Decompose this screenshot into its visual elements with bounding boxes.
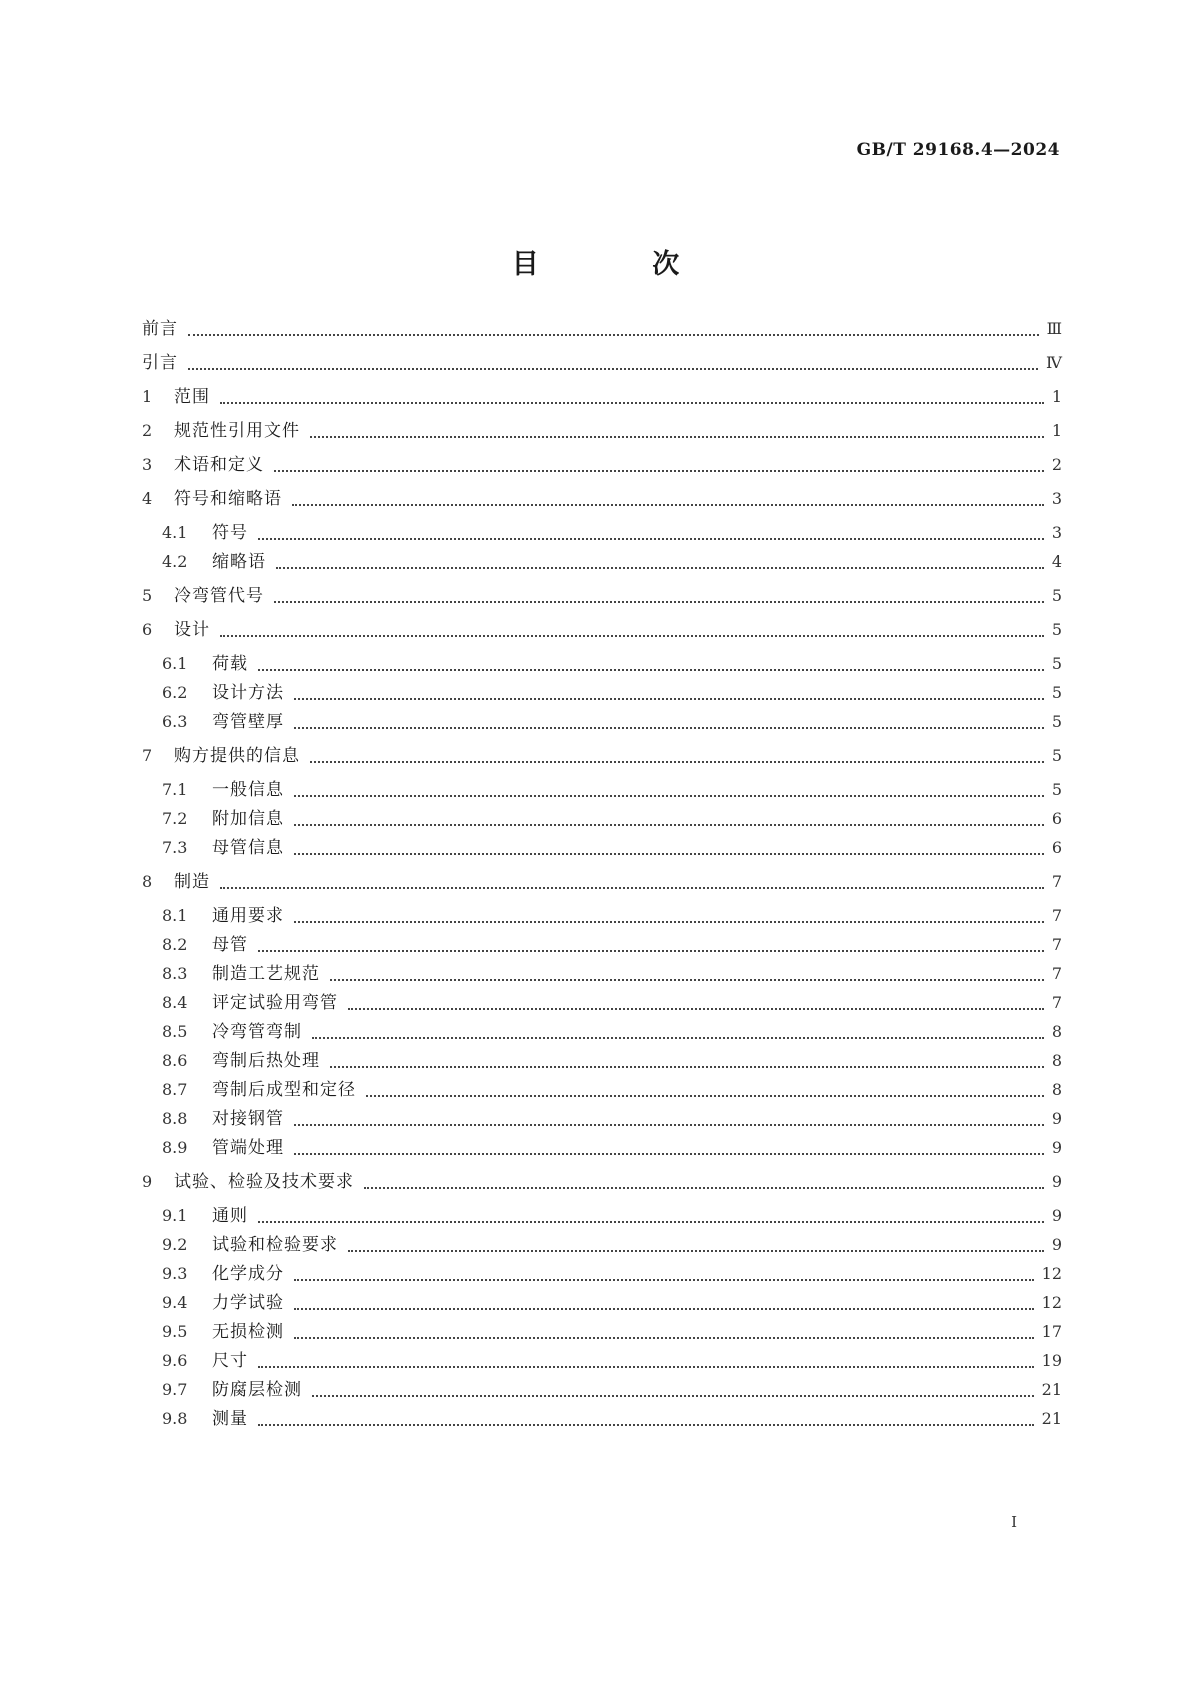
toc-entry-title: 附加信息 xyxy=(212,809,284,829)
toc-entry xyxy=(0,518,1191,548)
toc-dot-leader xyxy=(366,1095,1044,1097)
toc-entry-page: 5 xyxy=(1051,586,1062,605)
toc-dot-leader xyxy=(294,824,1044,826)
toc-entry xyxy=(0,649,1191,679)
toc-dot-leader xyxy=(294,1124,1044,1126)
toc-entry-page: 7 xyxy=(1051,935,1062,954)
toc-entry xyxy=(0,450,1191,480)
toc-entry-page: 9 xyxy=(1051,1206,1062,1225)
toc-entry-title: 母管 xyxy=(212,935,248,955)
toc-dot-leader xyxy=(294,727,1044,729)
toc-entry-page: 3 xyxy=(1051,489,1062,508)
toc-entry-number: 4.2 xyxy=(162,552,188,571)
toc-entry xyxy=(0,775,1191,805)
toc-dot-leader xyxy=(220,402,1044,404)
toc-entry xyxy=(0,1259,1191,1289)
toc-entry-number: 5 xyxy=(142,586,153,605)
toc-entry-page: 12 xyxy=(1041,1264,1062,1283)
toc-entry-page: 21 xyxy=(1041,1380,1062,1399)
toc-entry-number: 3 xyxy=(142,455,153,474)
toc-dot-leader xyxy=(294,1153,1044,1155)
toc-entry xyxy=(0,1317,1191,1347)
toc-entry-title: 弯制后成型和定径 xyxy=(212,1080,356,1100)
toc-entry-number: 8 xyxy=(142,872,153,891)
toc-entry-title: 制造工艺规范 xyxy=(212,964,320,984)
toc-entry-title: 术语和定义 xyxy=(174,455,264,475)
toc-entry-title: 无损检测 xyxy=(212,1322,284,1342)
toc-entry xyxy=(0,988,1191,1018)
toc-dot-leader xyxy=(364,1187,1044,1189)
toc-entry xyxy=(0,867,1191,897)
page-number: Ⅰ xyxy=(1011,1513,1017,1531)
toc-entry-title: 冷弯管代号 xyxy=(174,586,264,606)
toc-entry-title: 弯管壁厚 xyxy=(212,712,284,732)
toc-dot-leader xyxy=(330,1066,1044,1068)
toc-entry xyxy=(0,901,1191,931)
toc-entry-number: 6.1 xyxy=(162,654,188,673)
toc-entry-number: 9 xyxy=(142,1172,153,1191)
toc-entry-number: 9.3 xyxy=(162,1264,188,1283)
toc-dot-leader xyxy=(294,853,1044,855)
toc-entry-page: 9 xyxy=(1051,1172,1062,1191)
toc-entry xyxy=(0,1075,1191,1105)
toc-entry-number: 4 xyxy=(142,489,153,508)
toc-entry-number: 1 xyxy=(142,387,153,406)
toc-dot-leader xyxy=(274,470,1044,472)
toc-entry-number: 7.3 xyxy=(162,838,188,857)
toc-entry-page: 4 xyxy=(1051,552,1062,571)
toc-entry-page: 9 xyxy=(1051,1138,1062,1157)
toc-dot-leader xyxy=(188,334,1039,336)
toc-entry-number: 9.6 xyxy=(162,1351,188,1370)
toc-dot-leader xyxy=(348,1250,1044,1252)
toc-entry-number: 6.2 xyxy=(162,683,188,702)
toc-entry-title: 引言 xyxy=(142,353,178,373)
toc-dot-leader xyxy=(220,635,1044,637)
toc-entry-title: 设计方法 xyxy=(212,683,284,703)
toc-entry xyxy=(0,484,1191,514)
toc-entry-page: 1 xyxy=(1051,421,1062,440)
toc-dot-leader xyxy=(310,436,1044,438)
toc-entry-title: 范围 xyxy=(174,387,210,407)
toc-entry-page: 6 xyxy=(1051,838,1062,857)
toc-dot-leader xyxy=(294,921,1044,923)
toc-entry-title: 母管信息 xyxy=(212,838,284,858)
toc-entry xyxy=(0,1104,1191,1134)
toc-dot-leader xyxy=(312,1037,1044,1039)
toc-entry-page: 7 xyxy=(1051,964,1062,983)
toc-entry-number: 9.1 xyxy=(162,1206,188,1225)
toc-entry-number: 9.8 xyxy=(162,1409,188,1428)
toc-dot-leader xyxy=(258,538,1044,540)
toc-entry xyxy=(0,615,1191,645)
toc-entry-number: 7.1 xyxy=(162,780,188,799)
toc-entry-page: Ⅲ xyxy=(1046,319,1062,338)
toc-entry xyxy=(0,1230,1191,1260)
toc-entry-number: 8.3 xyxy=(162,964,188,983)
toc-entry-page: 6 xyxy=(1051,809,1062,828)
toc-entry-title: 规范性引用文件 xyxy=(174,421,300,441)
toc-entry xyxy=(0,804,1191,834)
toc-entry-page: 1 xyxy=(1051,387,1062,406)
toc-entry-page: 5 xyxy=(1051,712,1062,731)
toc-entry-number: 8.5 xyxy=(162,1022,188,1041)
toc-entry-number: 2 xyxy=(142,421,153,440)
toc-dot-leader xyxy=(220,887,1044,889)
toc-entry-page: 17 xyxy=(1041,1322,1062,1341)
toc-entry-page: Ⅳ xyxy=(1046,353,1062,372)
toc-dot-leader xyxy=(310,761,1044,763)
toc-title: 目 次 xyxy=(511,249,732,280)
toc-entry-page: 9 xyxy=(1051,1235,1062,1254)
toc-entry-number: 8.2 xyxy=(162,935,188,954)
toc-dot-leader xyxy=(312,1395,1034,1397)
toc-dot-leader xyxy=(276,567,1044,569)
toc-entry-title: 荷载 xyxy=(212,654,248,674)
toc-entry xyxy=(0,678,1191,708)
toc-dot-leader xyxy=(330,979,1044,981)
toc-entry-page: 21 xyxy=(1041,1409,1062,1428)
toc-entry-title: 冷弯管弯制 xyxy=(212,1022,302,1042)
toc-entry-title: 符号 xyxy=(212,523,248,543)
toc-entry xyxy=(0,416,1191,446)
toc-entry-page: 5 xyxy=(1051,620,1062,639)
toc-entry-title: 设计 xyxy=(174,620,210,640)
toc-entry-title: 力学试验 xyxy=(212,1293,284,1313)
toc-entry-page: 5 xyxy=(1051,683,1062,702)
toc-entry xyxy=(0,1133,1191,1163)
toc-entry xyxy=(0,1201,1191,1231)
toc-dot-leader xyxy=(258,950,1044,952)
toc-entry-page: 7 xyxy=(1051,993,1062,1012)
toc-entry xyxy=(0,741,1191,771)
toc-entry-number: 9.7 xyxy=(162,1380,188,1399)
toc-entry-title: 对接钢管 xyxy=(212,1109,284,1129)
toc-entry xyxy=(0,1167,1191,1197)
toc-entry-title: 通用要求 xyxy=(212,906,284,926)
toc-entry xyxy=(0,1375,1191,1405)
toc-dot-leader xyxy=(294,1308,1034,1310)
toc-entry-page: 5 xyxy=(1051,654,1062,673)
toc-entry xyxy=(0,1017,1191,1047)
toc-entry-number: 7.2 xyxy=(162,809,188,828)
toc-dot-leader xyxy=(294,795,1044,797)
toc-entry-number: 6.3 xyxy=(162,712,188,731)
toc-entry-page: 5 xyxy=(1051,746,1062,765)
toc-dot-leader xyxy=(294,698,1044,700)
toc-entry-number: 9.4 xyxy=(162,1293,188,1312)
toc-entry-number: 6 xyxy=(142,620,153,639)
toc-entry xyxy=(0,1288,1191,1318)
toc-entry-title: 测量 xyxy=(212,1409,248,1429)
toc-entry-title: 购方提供的信息 xyxy=(174,746,300,766)
toc-entry-number: 8.4 xyxy=(162,993,188,1012)
toc-dot-leader xyxy=(258,1366,1034,1368)
toc-entry xyxy=(0,314,1191,344)
toc-dot-leader xyxy=(294,1279,1034,1281)
toc-entry xyxy=(0,348,1191,378)
toc-entry-title: 前言 xyxy=(142,319,178,339)
toc-entry-title: 通则 xyxy=(212,1206,248,1226)
toc-entry-number: 8.6 xyxy=(162,1051,188,1070)
toc-entry-title: 弯制后热处理 xyxy=(212,1051,320,1071)
toc-entry-number: 7 xyxy=(142,746,153,765)
toc-entry-title: 尺寸 xyxy=(212,1351,248,1371)
toc-entry-title: 缩略语 xyxy=(212,552,266,572)
toc-entry-number: 8.7 xyxy=(162,1080,188,1099)
toc-entry-page: 19 xyxy=(1041,1351,1062,1370)
toc-entry-title: 试验和检验要求 xyxy=(212,1235,338,1255)
toc-dot-leader xyxy=(274,601,1044,603)
toc-entry-page: 3 xyxy=(1051,523,1062,542)
toc-dot-leader xyxy=(258,1424,1034,1426)
toc-entry-number: 8.1 xyxy=(162,906,188,925)
toc-entry-title: 防腐层检测 xyxy=(212,1380,302,1400)
toc-entry xyxy=(0,581,1191,611)
toc-entry-title: 化学成分 xyxy=(212,1264,284,1284)
toc-dot-leader xyxy=(258,1221,1044,1223)
toc-entry xyxy=(0,833,1191,863)
toc-entry xyxy=(0,1404,1191,1434)
toc-dot-leader xyxy=(348,1008,1044,1010)
toc-entry-number: 9.5 xyxy=(162,1322,188,1341)
toc-entry xyxy=(0,959,1191,989)
toc-entry-title: 一般信息 xyxy=(212,780,284,800)
toc-dot-leader xyxy=(294,1337,1034,1339)
toc-entry-page: 8 xyxy=(1051,1051,1062,1070)
toc-entry-page: 2 xyxy=(1051,455,1062,474)
toc-entry xyxy=(0,1046,1191,1076)
toc-dot-leader xyxy=(292,504,1044,506)
toc-dot-leader xyxy=(258,669,1044,671)
toc-dot-leader xyxy=(188,368,1038,370)
toc-entry-page: 9 xyxy=(1051,1109,1062,1128)
toc-entry-title: 评定试验用弯管 xyxy=(212,993,338,1013)
toc-entry-page: 7 xyxy=(1051,872,1062,891)
toc-entry xyxy=(0,382,1191,412)
toc-entry xyxy=(0,1346,1191,1376)
toc-entry-page: 7 xyxy=(1051,906,1062,925)
toc-entry-number: 4.1 xyxy=(162,523,188,542)
toc-entry-number: 8.8 xyxy=(162,1109,188,1128)
toc-entry xyxy=(0,707,1191,737)
toc-entry-page: 5 xyxy=(1051,780,1062,799)
toc-entry-page: 12 xyxy=(1041,1293,1062,1312)
toc-entry-page: 8 xyxy=(1051,1080,1062,1099)
toc-entry-number: 9.2 xyxy=(162,1235,188,1254)
toc-entry xyxy=(0,930,1191,960)
toc-entry xyxy=(0,547,1191,577)
toc-entry-number: 8.9 xyxy=(162,1138,188,1157)
toc-entry-title: 试验、检验及技术要求 xyxy=(174,1172,354,1192)
toc-entry-title: 符号和缩略语 xyxy=(174,489,282,509)
toc-entry-title: 制造 xyxy=(174,872,210,892)
toc-entry-page: 8 xyxy=(1051,1022,1062,1041)
standard-code: GB/T 29168.4—2024 xyxy=(856,140,1060,160)
toc-entry-title: 管端处理 xyxy=(212,1138,284,1158)
